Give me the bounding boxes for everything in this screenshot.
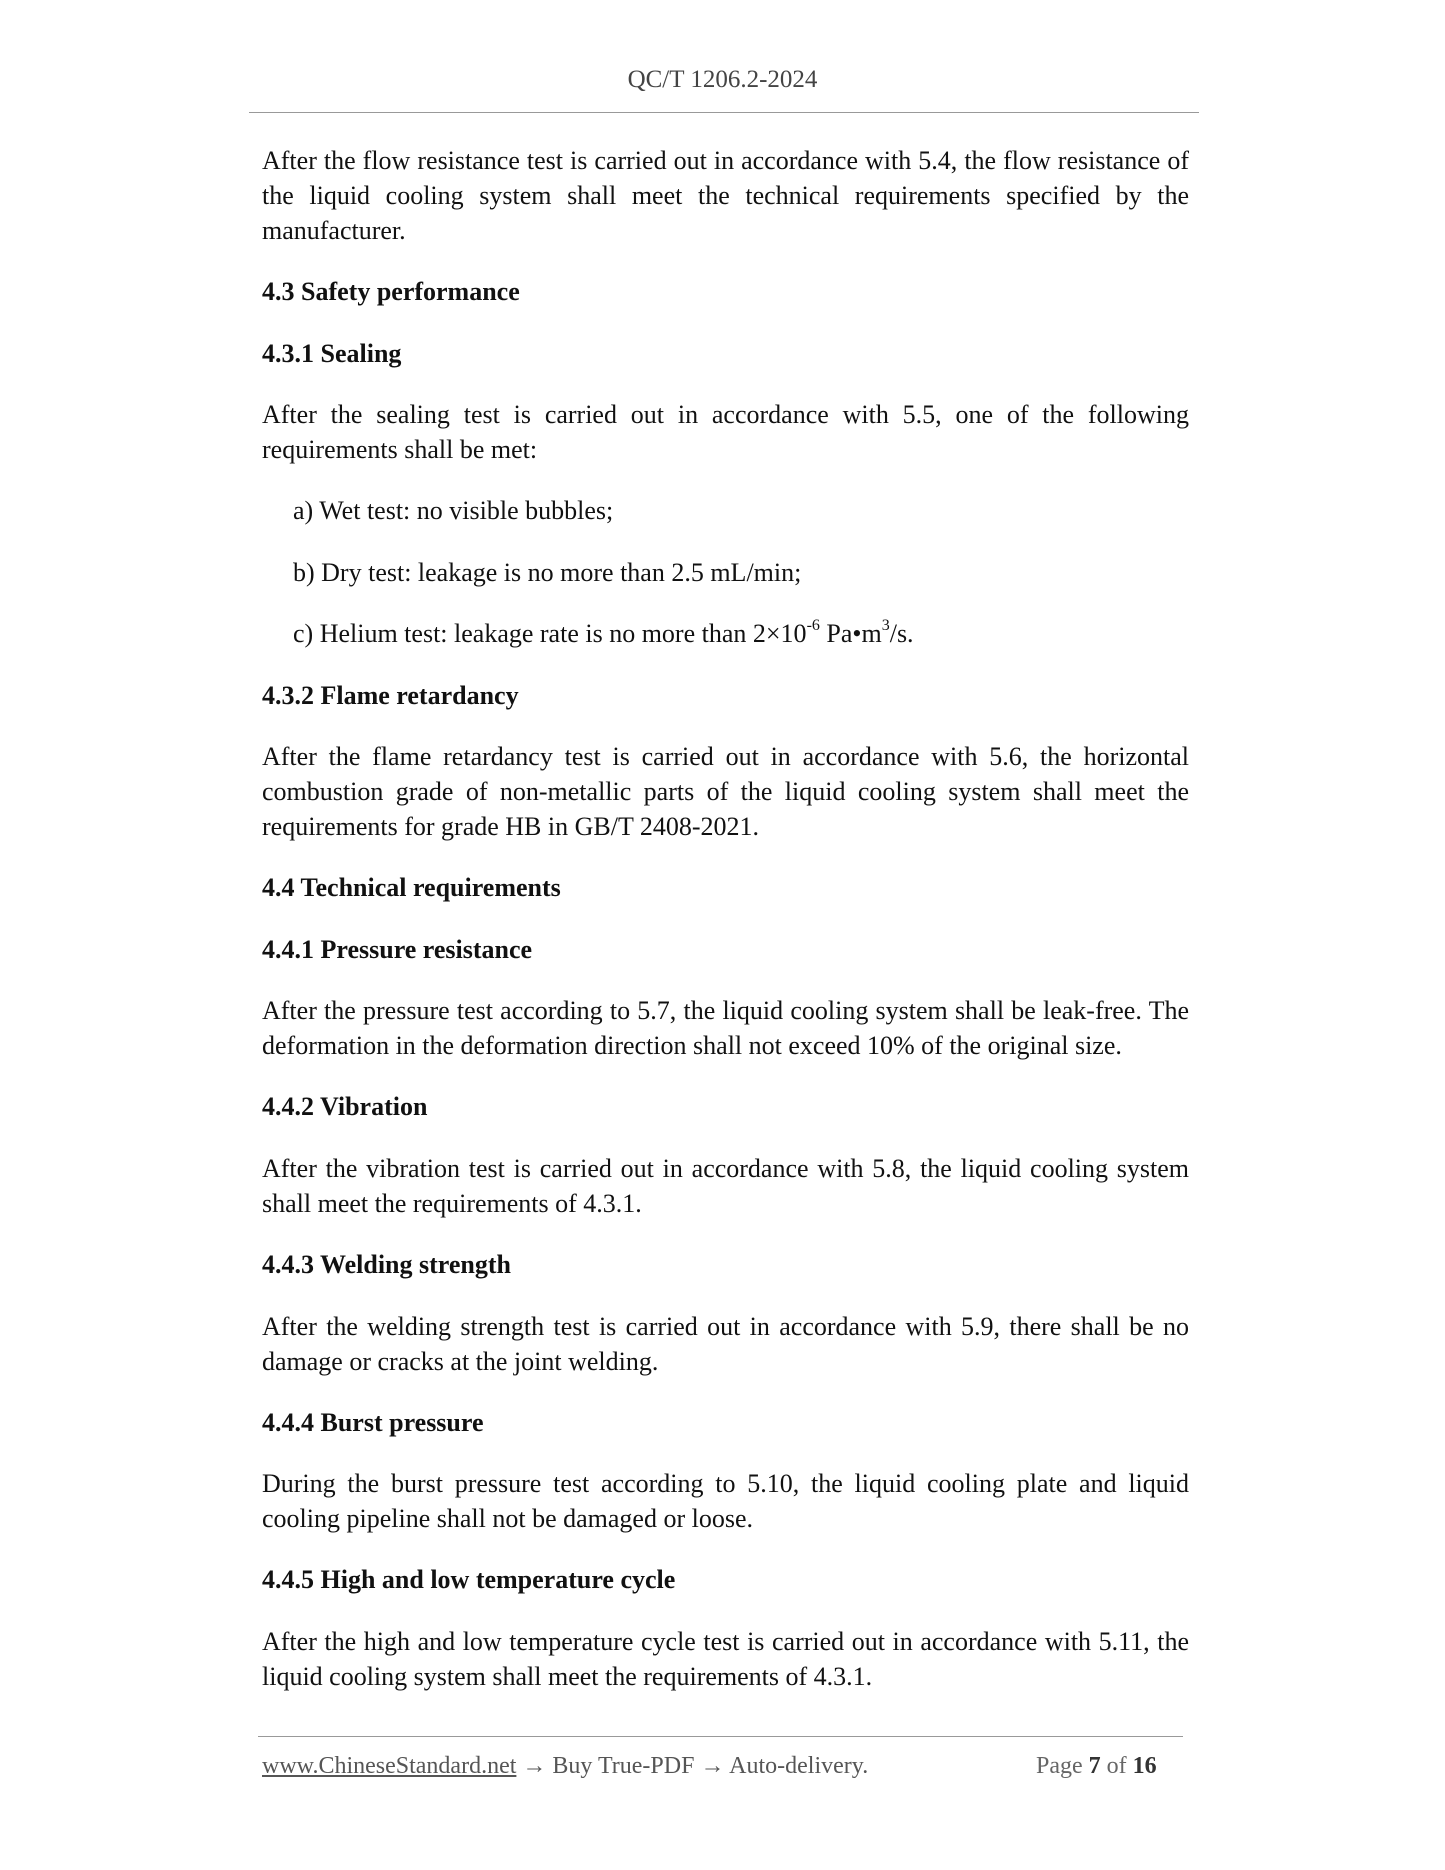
paragraph-welding-strength: After the welding strength test is carried out in accordance with 5.9, there shall be no damage or cracks at the joint welding.	[262, 1312, 1189, 1376]
helium-unit: Pa•m	[819, 619, 882, 648]
buy-true-pdf-text: Buy True-PDF	[552, 1753, 695, 1779]
heading-4-4-technical-requirements: 4.4 Technical requirements	[262, 873, 561, 902]
page-label: Page	[1036, 1753, 1083, 1779]
heading-4-3-1-sealing: 4.3.1 Sealing	[262, 339, 402, 368]
paragraph-flame-retardancy: After the flame retardancy test is carried out in accordance with 5.6, the horizontal combustion grade of non-metallic parts of the liquid cooling system shall meet the requirements for grade HB in GB/T 2408-2021.	[262, 742, 1189, 841]
helium-unit-exponent: 3	[881, 617, 890, 635]
arrow-right-icon: →	[700, 1753, 725, 1779]
footer-divider	[258, 1736, 1183, 1737]
paragraph-vibration: After the vibration test is carried out in accordance with 5.8, the liquid cooling system shall meet the requirements of 4.3.1.	[262, 1154, 1189, 1218]
page-current: 7	[1088, 1753, 1101, 1779]
heading-4-4-5-temperature-cycle: 4.4.5 High and low temperature cycle	[262, 1565, 676, 1594]
page-number	[1036, 1753, 1157, 1780]
helium-exponent: -6	[806, 617, 820, 635]
header-divider	[249, 112, 1199, 113]
heading-4-4-3-welding-strength: 4.4.3 Welding strength	[262, 1250, 511, 1279]
helium-text-prefix: c) Helium test: leakage rate is no more than 2×10	[293, 619, 807, 648]
paragraph-temperature-cycle: After the high and low temperature cycle test is carried out in accordance with 5.11, the liquid cooling system shall meet the requirements of 4.3.1.	[262, 1627, 1189, 1691]
footer-promo	[262, 1753, 868, 1780]
list-item-helium-test	[293, 616, 914, 651]
page-total: 16	[1132, 1753, 1157, 1779]
heading-4-3-2-flame-retardancy: 4.3.2 Flame retardancy	[262, 681, 519, 710]
paragraph-pressure-resistance: After the pressure test according to 5.7, the liquid cooling system shall be leak-free. The deformation in the deformation direction shall not exceed 10% of the original size.	[262, 996, 1189, 1060]
paragraph-flow-resistance: After the flow resistance test is carried out in accordance with 5.4, the flow resistance of the liquid cooling system shall meet the technical requirements specified by the manufacturer.	[262, 146, 1189, 245]
paragraph-sealing: After the sealing test is carried out in accordance with 5.5, one of the following requirements shall be met:	[262, 400, 1189, 464]
helium-text-suffix: /s.	[889, 619, 914, 648]
list-item-dry-test: b) Dry test: leakage is no more than 2.5 mL/min;	[293, 558, 802, 587]
page-of-label: of	[1106, 1753, 1127, 1779]
heading-4-4-1-pressure-resistance: 4.4.1 Pressure resistance	[262, 935, 533, 964]
standard-code-header: QC/T 1206.2-2024	[627, 66, 818, 93]
chinese-standard-link[interactable]: www.ChineseStandard.net	[262, 1753, 517, 1779]
auto-delivery-text: Auto-delivery.	[729, 1753, 869, 1779]
paragraph-burst-pressure: During the burst pressure test according to 5.10, the liquid cooling plate and liquid cooling pipeline shall not be damaged or loose.	[262, 1469, 1189, 1533]
heading-4-4-4-burst-pressure: 4.4.4 Burst pressure	[262, 1408, 484, 1437]
arrow-right-icon: →	[522, 1753, 547, 1779]
heading-4-4-2-vibration: 4.4.2 Vibration	[262, 1092, 428, 1121]
list-item-wet-test: a) Wet test: no visible bubbles;	[293, 496, 614, 525]
heading-4-3-safety-performance: 4.3 Safety performance	[262, 277, 520, 306]
